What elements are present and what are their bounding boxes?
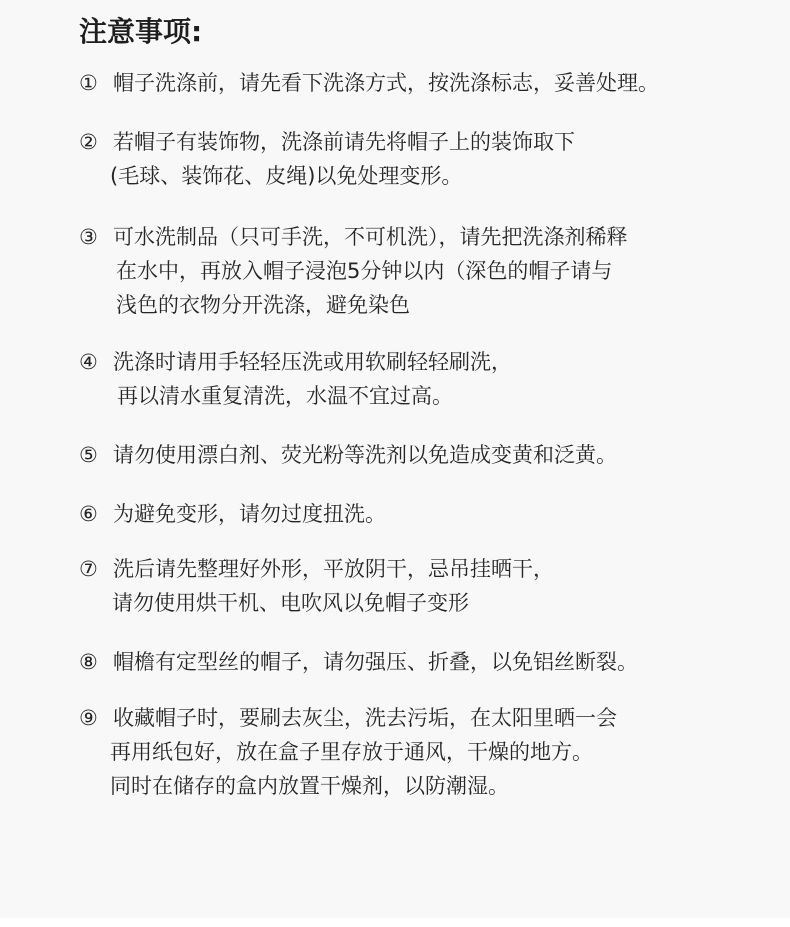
instruction-item-5 <box>79 438 617 472</box>
item-number: ⑤ <box>79 443 98 467</box>
item-number: ⑦ <box>79 557 98 581</box>
instruction-item-2 <box>79 125 575 193</box>
instruction-line: 浅色的衣物分开洗涤，避免染色 <box>116 293 410 317</box>
instruction-line: ④ 洗涤时请用手轻轻压洗或用软刷轻轻刷洗， <box>79 345 512 379</box>
instruction-item-6 <box>79 497 386 531</box>
instruction-item-3 <box>79 220 628 322</box>
page-title: 注意事项: <box>79 15 203 48</box>
instruction-line: 同时在储存的盒内放置干燥剂，以防潮湿。 <box>110 774 509 798</box>
instruction-line: ⑧ 帽檐有定型丝的帽子，请勿强压、折叠，以免铝丝断裂。 <box>79 645 638 679</box>
item-number: ① <box>79 71 98 95</box>
instruction-line: ⑨ 收藏帽子时，要刷去灰尘，洗去污垢，在太阳里晒一会 <box>79 701 617 735</box>
instruction-line: ② 若帽子有装饰物，洗涤前请先将帽子上的装饰取下 <box>79 125 575 159</box>
instruction-line: 请勿使用烘干机、电吹风以免帽子变形 <box>112 591 469 615</box>
instruction-line: ⑤ 请勿使用漂白剂、荧光粉等洗剂以免造成变黄和泛黄。 <box>79 438 617 472</box>
item-number: ② <box>79 130 98 154</box>
item-number: ⑧ <box>79 650 98 674</box>
instruction-line: ⑦ 洗后请先整理好外形，平放阴干，忌吊挂晒干， <box>79 552 554 586</box>
instruction-item-8 <box>79 645 638 679</box>
item-number: ⑨ <box>79 706 98 730</box>
instruction-line: ③ 可水洗制品（只可手洗，不可机洗），请先把洗涤剂稀释 <box>79 220 628 254</box>
item-number: ④ <box>79 350 98 374</box>
instruction-line: ① 帽子洗涤前，请先看下洗涤方式，按洗涤标志，妥善处理。 <box>79 66 659 100</box>
instruction-item-1 <box>79 66 659 100</box>
instruction-line: (毛球、装饰花、皮绳)以免处理变形。 <box>110 164 463 188</box>
instruction-line: 在水中，再放入帽子浸泡5分钟以内（深色的帽子请与 <box>116 259 613 283</box>
instruction-line: 再以清水重复清洗，水温不宜过高。 <box>117 384 453 408</box>
instruction-line: 再用纸包好，放在盒子里存放于通风，干燥的地方。 <box>110 740 593 764</box>
instruction-item-9 <box>79 701 617 803</box>
instruction-line: ⑥ 为避免变形，请勿过度扭洗。 <box>79 497 386 531</box>
instruction-item-7 <box>79 552 554 620</box>
item-number: ③ <box>79 225 98 249</box>
instruction-item-4 <box>79 345 512 413</box>
item-number: ⑥ <box>79 502 98 526</box>
